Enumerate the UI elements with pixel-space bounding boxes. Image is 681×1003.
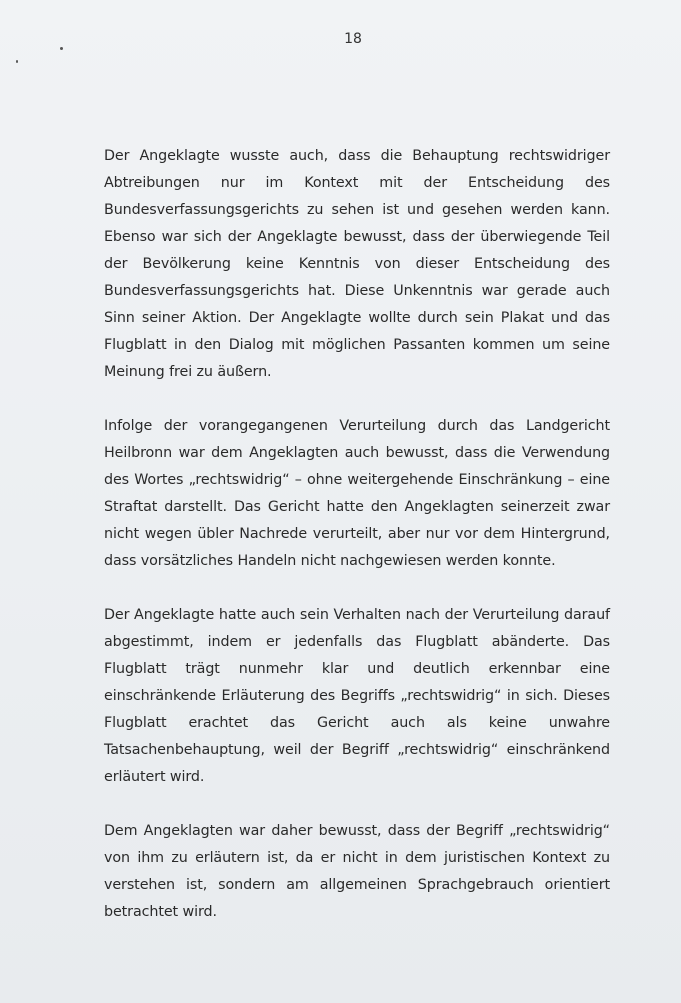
- scan-speck: [60, 47, 63, 50]
- paragraph-4: Dem Angeklagten war daher bewusst, dass der Begriff „rechtswidrig“ von ihm zu erläutern ist, da er nicht in dem juristischen Kontext zu verstehen ist, sondern am allgemeinen Sprachgebrauch orientiert betrachtet wird.: [104, 823, 610, 920]
- paragraph-1: Der Angeklagte wusste auch, dass die Behauptung rechtswidriger Abtreibungen nur im Kontext mit der Entscheidung des Bundesverfassungsgerichts zu sehen ist und gesehen werden kann. Ebenso war sich der Angeklagte bewusst, dass der überwiegende Teil der Bevölkerung keine Kenntnis von dieser Entscheidung des Bundesverfassungsgerichts hat. Diese Unkenntnis war gerade auch Sinn seiner Aktion. Der Angeklagte wollte durch sein Plakat und das Flugblatt in den Dialog mit möglichen Passanten kommen um seine Meinung frei zu äußern.: [104, 148, 610, 380]
- body-text: [104, 143, 610, 953]
- paragraph-3: Der Angeklagte hatte auch sein Verhalten nach der Verurteilung darauf abgestimmt, indem er jedenfalls das Flugblatt abänderte. Das Flugblatt trägt nunmehr klar und deutlich erkennbar eine einschränkende Erläuterung des Begriffs „rechtswidrig“ in sich. Dieses Flugblatt erachtet das Gericht auch als keine unwahre Tatsachenbehauptung, weil der Begriff „rechtswidrig“ einschränkend erläutert wird.: [104, 607, 610, 785]
- page-number: 18: [344, 31, 362, 47]
- scan-speck: [16, 60, 18, 63]
- paragraph-2: Infolge der vorangegangenen Verurteilung durch das Landgericht Heilbronn war dem Angeklagten auch bewusst, dass die Verwendung des Wortes „rechtswidrig“ – ohne weitergehende Einschränkung – eine Straftat darstellt. Das Gericht hatte den Angeklagten seinerzeit zwar nicht wegen übler Nachrede verurteilt, aber nur vor dem Hintergrund, dass vorsätzliches Handeln nicht nachgewiesen werden konnte.: [104, 418, 610, 569]
